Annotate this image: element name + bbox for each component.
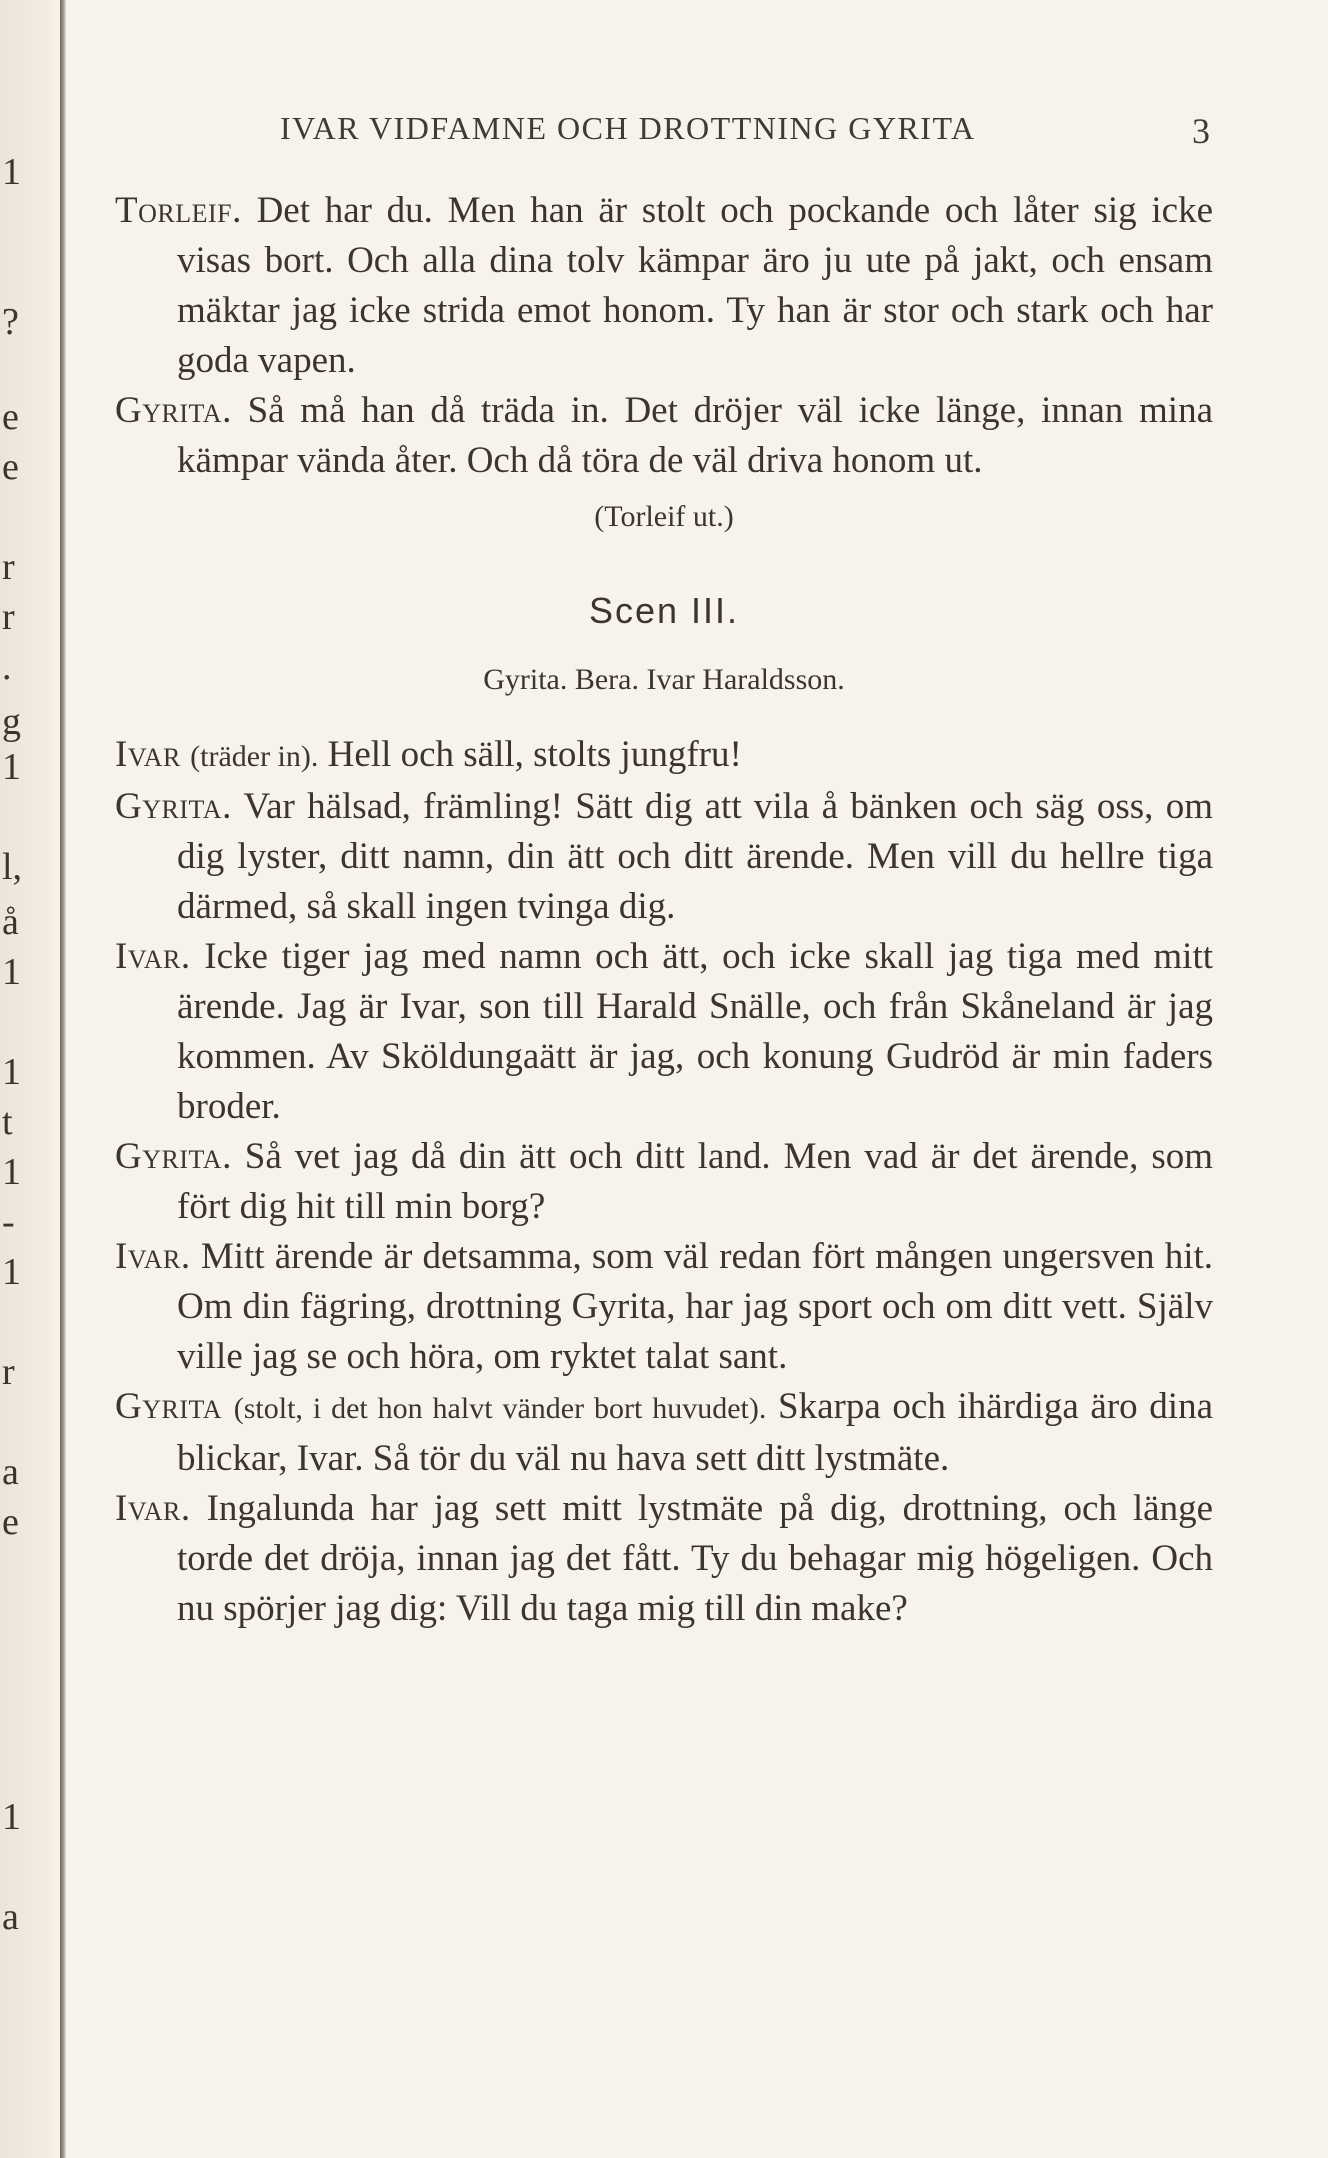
margin-letter: g [2, 701, 21, 743]
margin-letter: 1 [2, 1796, 21, 1838]
margin-letter: t [2, 1101, 13, 1143]
margin-letter: 1 [2, 1051, 21, 1093]
speech-text: Mitt ärende är detsamma, som väl redan fört mången ungersven hit. Om din fägring, drottning Gyrita, har jag sport och om ditt vett. Själv ville jag se och höra, om ryktet talat sant. [177, 1236, 1214, 1377]
speech [115, 1132, 1213, 1232]
speaker-name: Torleif. [115, 190, 242, 231]
scene-title: Scen III. [588, 590, 740, 631]
running-header: IVAR VIDFAMNE OCH DROTTNING GYRITA [280, 110, 976, 146]
speaker-direction: (stolt, i det hon halvt vänder bort huvudet). [233, 1392, 767, 1425]
speaker-direction: (träder in). [190, 740, 319, 773]
speaker-name: Ivar [115, 734, 181, 775]
margin-letter: 1 [2, 151, 21, 193]
speech [115, 932, 1213, 1132]
margin-letter: - [2, 1201, 15, 1243]
scene-cast: Gyrita. Bera. Ivar Haraldsson. [483, 663, 845, 696]
speech-text: Hell och säll, stolts jungfru! [327, 734, 742, 775]
speech-text: Var hälsad, främling! Sätt dig att vila å bänken och säg oss, om dig lyster, ditt namn, din ätt och ditt ärende. Men vill du hellre tiga därmed, så skall ingen tvinga dig. [177, 786, 1213, 927]
margin-letter: å [2, 901, 19, 943]
speaker-name: Ivar. [115, 1488, 191, 1529]
margin-letter: a [2, 1451, 19, 1493]
speech [115, 730, 1213, 782]
speaker-name: Gyrita. [115, 786, 232, 827]
page-number: 3 [1192, 111, 1210, 151]
speech-text: Ingalunda har jag sett mitt lystmäte på dig, drottning, och länge torde det dröja, innan jag det fått. Ty du behagar mig högeligen. Och nu spörjer jag dig: Vill du taga mig till din make? [177, 1488, 1214, 1629]
speech-text: Icke tiger jag med namn och ätt, och icke skall jag tiga med mitt ärende. Jag är Ivar, son till Harald Snälle, och från Skåneland är jag kommen. Av Sköldungaätt är jag, och konung Gudröd är min faders broder. [177, 936, 1214, 1127]
play-text [115, 186, 1213, 1634]
margin-letter: r [2, 546, 15, 588]
speaker-name: Gyrita. [115, 1136, 232, 1177]
speech-text: Det har du. Men han är stolt och pockande och låter sig icke visas bort. Och alla dina tolv kämpar äro ju ute på jakt, och ensam mäktar jag icke strida emot honom. Ty han är stor och stark och har goda vapen. [177, 190, 1213, 381]
speaker-name: Ivar. [115, 1236, 191, 1277]
margin-letter: l, [2, 846, 23, 888]
speech [115, 1232, 1213, 1382]
margin-letter: . [2, 646, 12, 688]
speech [115, 186, 1213, 386]
margin-letter: 1 [2, 951, 21, 993]
speaker-name: Gyrita [115, 1386, 223, 1427]
speech [115, 1382, 1213, 1484]
margin-letter: e [2, 446, 19, 488]
margin-letter: a [2, 1896, 19, 1938]
margin-letter: r [2, 596, 15, 638]
margin-letter: r [2, 1351, 15, 1393]
speech [115, 1484, 1213, 1634]
margin-letter: 1 [2, 746, 21, 788]
stage-direction: (Torleif ut.) [594, 500, 734, 533]
margin-letter: ? [2, 301, 19, 343]
margin-letter: 1 [2, 1151, 21, 1193]
margin-letter: e [2, 396, 19, 438]
margin-letter: e [2, 1501, 19, 1543]
speech-text: Så må han då träda in. Det dröjer väl icke länge, innan mina kämpar vända åter. Och då töra de väl driva honom ut. [177, 390, 1213, 481]
adjacent-page-margin [0, 0, 40, 2158]
gutter-shadow [60, 0, 66, 2158]
speech-text: Skarpa och ihärdiga äro dina blickar, Ivar. Så tör du väl nu hava sett ditt lystmäte. [177, 1386, 1214, 1479]
speaker-name: Gyrita. [115, 390, 232, 431]
margin-letter: 1 [2, 1251, 21, 1293]
speaker-name: Ivar. [115, 936, 191, 977]
speech [115, 386, 1213, 486]
speech [115, 782, 1213, 932]
speech-text: Så vet jag då din ätt och ditt land. Men vad är det ärende, som fört dig hit till min borg? [177, 1136, 1214, 1227]
